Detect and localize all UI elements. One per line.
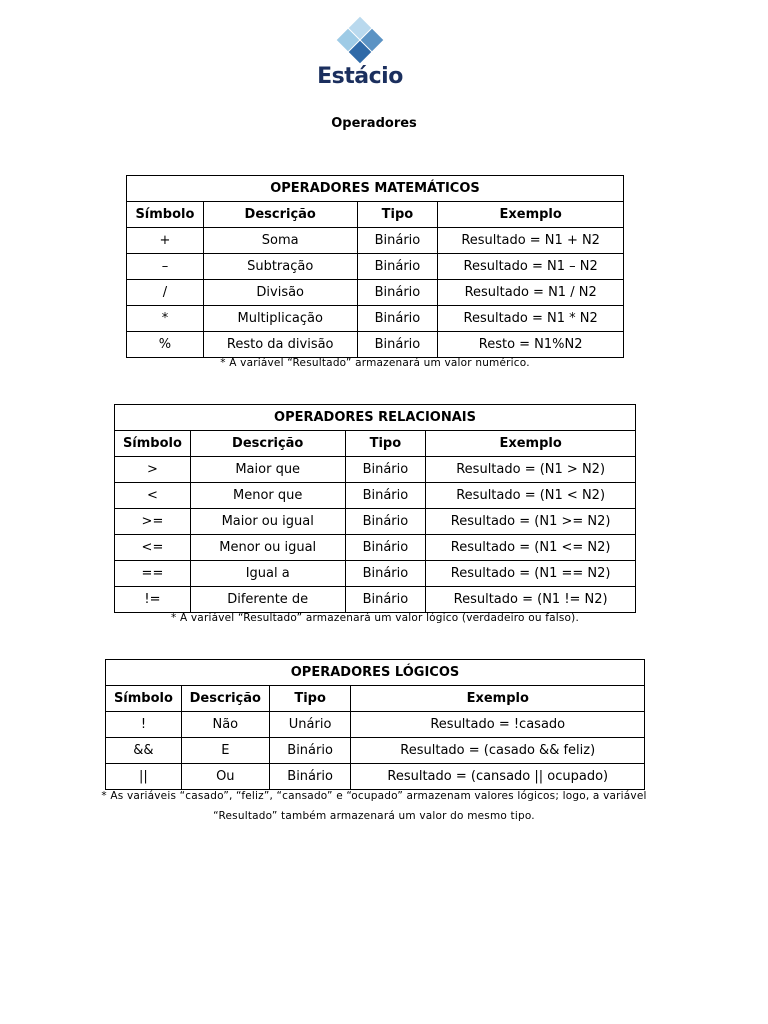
column-header: Descrição	[190, 431, 345, 457]
cell-description: Resto da divisão	[203, 332, 357, 358]
cell-symbol: ==	[115, 561, 191, 587]
cell-symbol: +	[127, 228, 204, 254]
cell-example: Resultado = N1 / N2	[438, 280, 624, 306]
cell-type: Binário	[345, 561, 426, 587]
column-header: Exemplo	[351, 686, 645, 712]
cell-example: Resultado = (N1 != N2)	[426, 587, 636, 613]
logo-wordmark: Estácio	[317, 64, 403, 89]
cell-symbol: %	[127, 332, 204, 358]
cell-description: Diferente de	[190, 587, 345, 613]
cell-description: Não	[181, 712, 269, 738]
cell-type: Unário	[269, 712, 351, 738]
column-header: Descrição	[181, 686, 269, 712]
cell-description: Maior que	[190, 457, 345, 483]
cell-example: Resultado = (N1 <= N2)	[426, 535, 636, 561]
cell-symbol: >	[115, 457, 191, 483]
table-row	[115, 483, 636, 509]
column-header: Símbolo	[106, 686, 182, 712]
table-header-row	[127, 202, 624, 228]
table-title: OPERADORES MATEMÁTICOS	[127, 176, 624, 202]
cell-type: Binário	[269, 764, 351, 790]
cell-type: Binário	[345, 587, 426, 613]
table-row	[106, 738, 645, 764]
cell-example: Resultado = (casado && feliz)	[351, 738, 645, 764]
cell-type: Binário	[345, 509, 426, 535]
column-header: Tipo	[345, 431, 426, 457]
cell-example: Resultado = (N1 < N2)	[426, 483, 636, 509]
cell-symbol: /	[127, 280, 204, 306]
cell-type: Binário	[345, 535, 426, 561]
estacio-logo-icon	[334, 14, 386, 66]
table-row	[106, 764, 645, 790]
cell-symbol: &&	[106, 738, 182, 764]
table-row	[127, 228, 624, 254]
cell-example: Resultado = N1 + N2	[438, 228, 624, 254]
cell-symbol: !	[106, 712, 182, 738]
table-row	[127, 306, 624, 332]
cell-type: Binário	[345, 483, 426, 509]
cell-description: Menor ou igual	[190, 535, 345, 561]
relational-operators-table	[114, 404, 636, 613]
column-header: Exemplo	[438, 202, 624, 228]
cell-symbol: *	[127, 306, 204, 332]
logical-operators-table	[105, 659, 645, 790]
cell-type: Binário	[269, 738, 351, 764]
cell-example: Resultado = !casado	[351, 712, 645, 738]
column-header: Descrição	[203, 202, 357, 228]
table-row	[115, 509, 636, 535]
cell-type: Binário	[357, 254, 438, 280]
cell-example: Resultado = (N1 >= N2)	[426, 509, 636, 535]
cell-type: Binário	[345, 457, 426, 483]
cell-description: Menor que	[190, 483, 345, 509]
column-header: Tipo	[269, 686, 351, 712]
table-row	[106, 712, 645, 738]
table-title: OPERADORES RELACIONAIS	[115, 405, 636, 431]
column-header: Tipo	[357, 202, 438, 228]
cell-example: Resto = N1%N2	[438, 332, 624, 358]
cell-example: Resultado = N1 * N2	[438, 306, 624, 332]
table-row	[115, 535, 636, 561]
cell-symbol: !=	[115, 587, 191, 613]
cell-type: Binário	[357, 228, 438, 254]
table-row	[115, 457, 636, 483]
table-footnote-line-2: “Resultado” também armazenará um valor do mesmo tipo.	[213, 810, 535, 822]
table-footnote: * A variável “Resultado” armazenará um valor lógico (verdadeiro ou falso).	[170, 612, 580, 624]
table-footnote: * A variável “Resultado” armazenará um valor numérico.	[220, 357, 530, 369]
table-header-row	[115, 431, 636, 457]
cell-symbol: –	[127, 254, 204, 280]
estacio-logo	[312, 14, 408, 90]
cell-description: Divisão	[203, 280, 357, 306]
table-row	[127, 254, 624, 280]
table-row	[127, 280, 624, 306]
cell-symbol: ||	[106, 764, 182, 790]
cell-symbol: >=	[115, 509, 191, 535]
cell-description: Igual a	[190, 561, 345, 587]
column-header: Símbolo	[127, 202, 204, 228]
table-row	[115, 561, 636, 587]
cell-type: Binário	[357, 332, 438, 358]
cell-description: Soma	[203, 228, 357, 254]
cell-description: Multiplicação	[203, 306, 357, 332]
table-row	[115, 587, 636, 613]
math-operators-table	[126, 175, 624, 358]
table-footnote-line-1: * As variáveis “casado”, “feliz”, “cansado” e “ocupado” armazenam valores lógicos; logo, a variável	[101, 790, 647, 802]
column-header: Símbolo	[115, 431, 191, 457]
cell-description: Subtração	[203, 254, 357, 280]
cell-type: Binário	[357, 280, 438, 306]
cell-type: Binário	[357, 306, 438, 332]
cell-example: Resultado = (N1 == N2)	[426, 561, 636, 587]
cell-symbol: <	[115, 483, 191, 509]
table-header-row	[106, 686, 645, 712]
table-row	[127, 332, 624, 358]
cell-example: Resultado = N1 – N2	[438, 254, 624, 280]
cell-symbol: <=	[115, 535, 191, 561]
cell-description: E	[181, 738, 269, 764]
cell-description: Ou	[181, 764, 269, 790]
cell-example: Resultado = (N1 > N2)	[426, 457, 636, 483]
page-title: Operadores	[331, 116, 417, 131]
table-title: OPERADORES LÓGICOS	[106, 660, 645, 686]
column-header: Exemplo	[426, 431, 636, 457]
cell-description: Maior ou igual	[190, 509, 345, 535]
cell-example: Resultado = (cansado || ocupado)	[351, 764, 645, 790]
